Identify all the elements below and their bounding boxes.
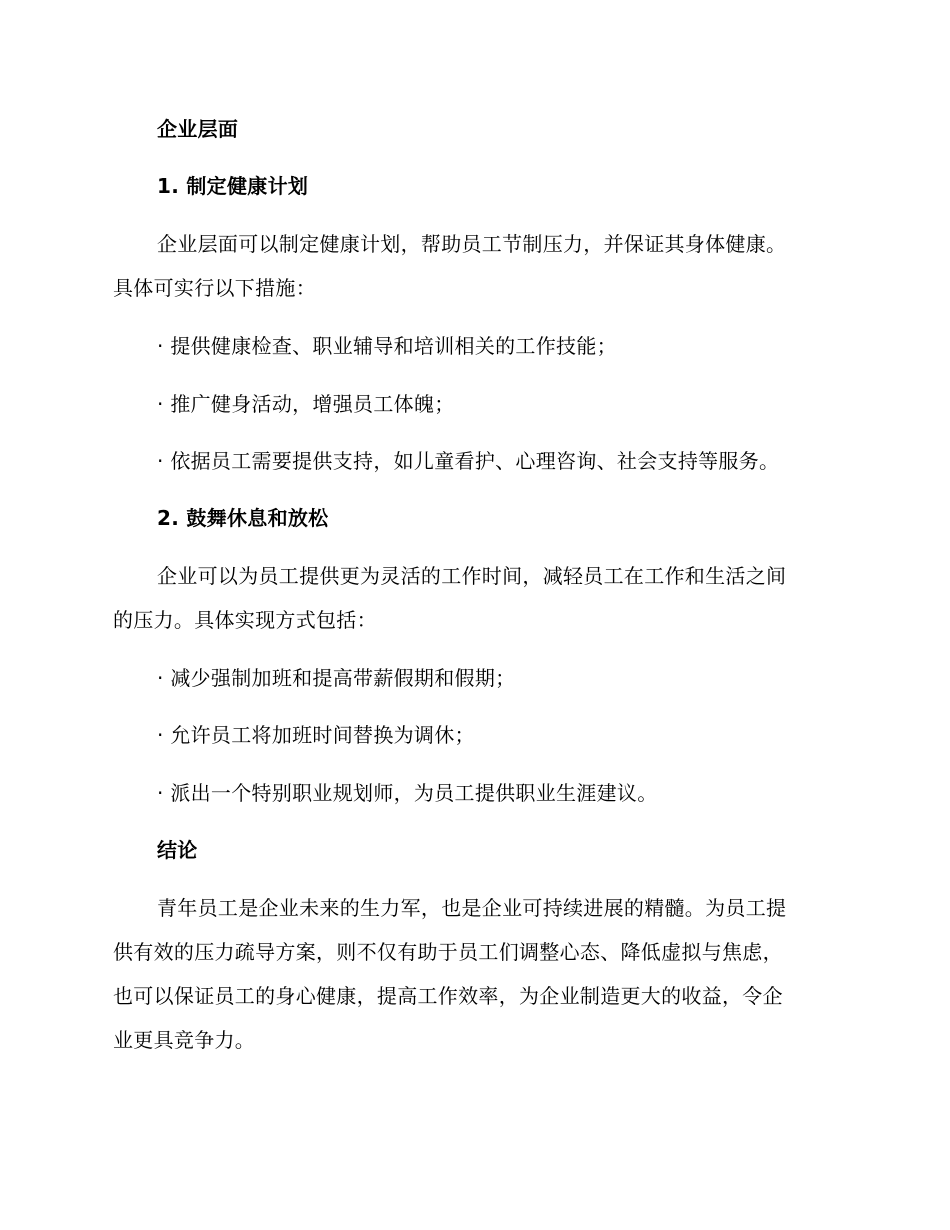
section-heading-conclusion: 结论 [157, 838, 198, 862]
bullet-item: · 提供健康检查、职业辅导和培训相关的工作技能； [157, 334, 617, 358]
section-heading-enterprise: 企业层面 [157, 117, 239, 141]
paragraph-line: 青年员工是企业未来的生力军，也是企业可持续进展的精髓。为员工提 [157, 896, 787, 920]
bullet-item: · 允许员工将加班时间替换为调休； [157, 723, 475, 747]
bullet-item: · 推广健身活动，增强员工体魄； [157, 392, 455, 416]
paragraph-line: 也可以保证员工的身心健康，提高工作效率，为企业制造更大的收益，令企 [113, 984, 783, 1008]
paragraph-line: 具体可实行以下措施： [113, 276, 316, 300]
paragraph-line: 供有效的压力疏导方案，则不仅有助于员工们调整心态、降低虚拟与焦虑， [113, 940, 783, 964]
bullet-item: · 依据员工需要提供支持，如儿童看护、心理咨询、社会支持等服务。 [157, 449, 780, 473]
paragraph-line: 企业层面可以制定健康计划，帮助员工节制压力，并保证其身体健康。 [157, 232, 787, 256]
paragraph-line: 企业可以为员工提供更为灵活的工作时间，减轻员工在工作和生活之间 [157, 564, 787, 588]
bullet-item: · 减少强制加班和提高带薪假期和假期； [157, 666, 516, 690]
bullet-item: · 派出一个特别职业规划师，为员工提供职业生涯建议。 [157, 781, 658, 805]
subheading-rest-relax: 2. 鼓舞休息和放松 [157, 506, 329, 530]
subheading-health-plan: 1. 制定健康计划 [157, 174, 309, 198]
paragraph-line: 业更具竞争力。 [113, 1028, 256, 1052]
paragraph-line: 的压力。具体实现方式包括： [113, 608, 377, 632]
